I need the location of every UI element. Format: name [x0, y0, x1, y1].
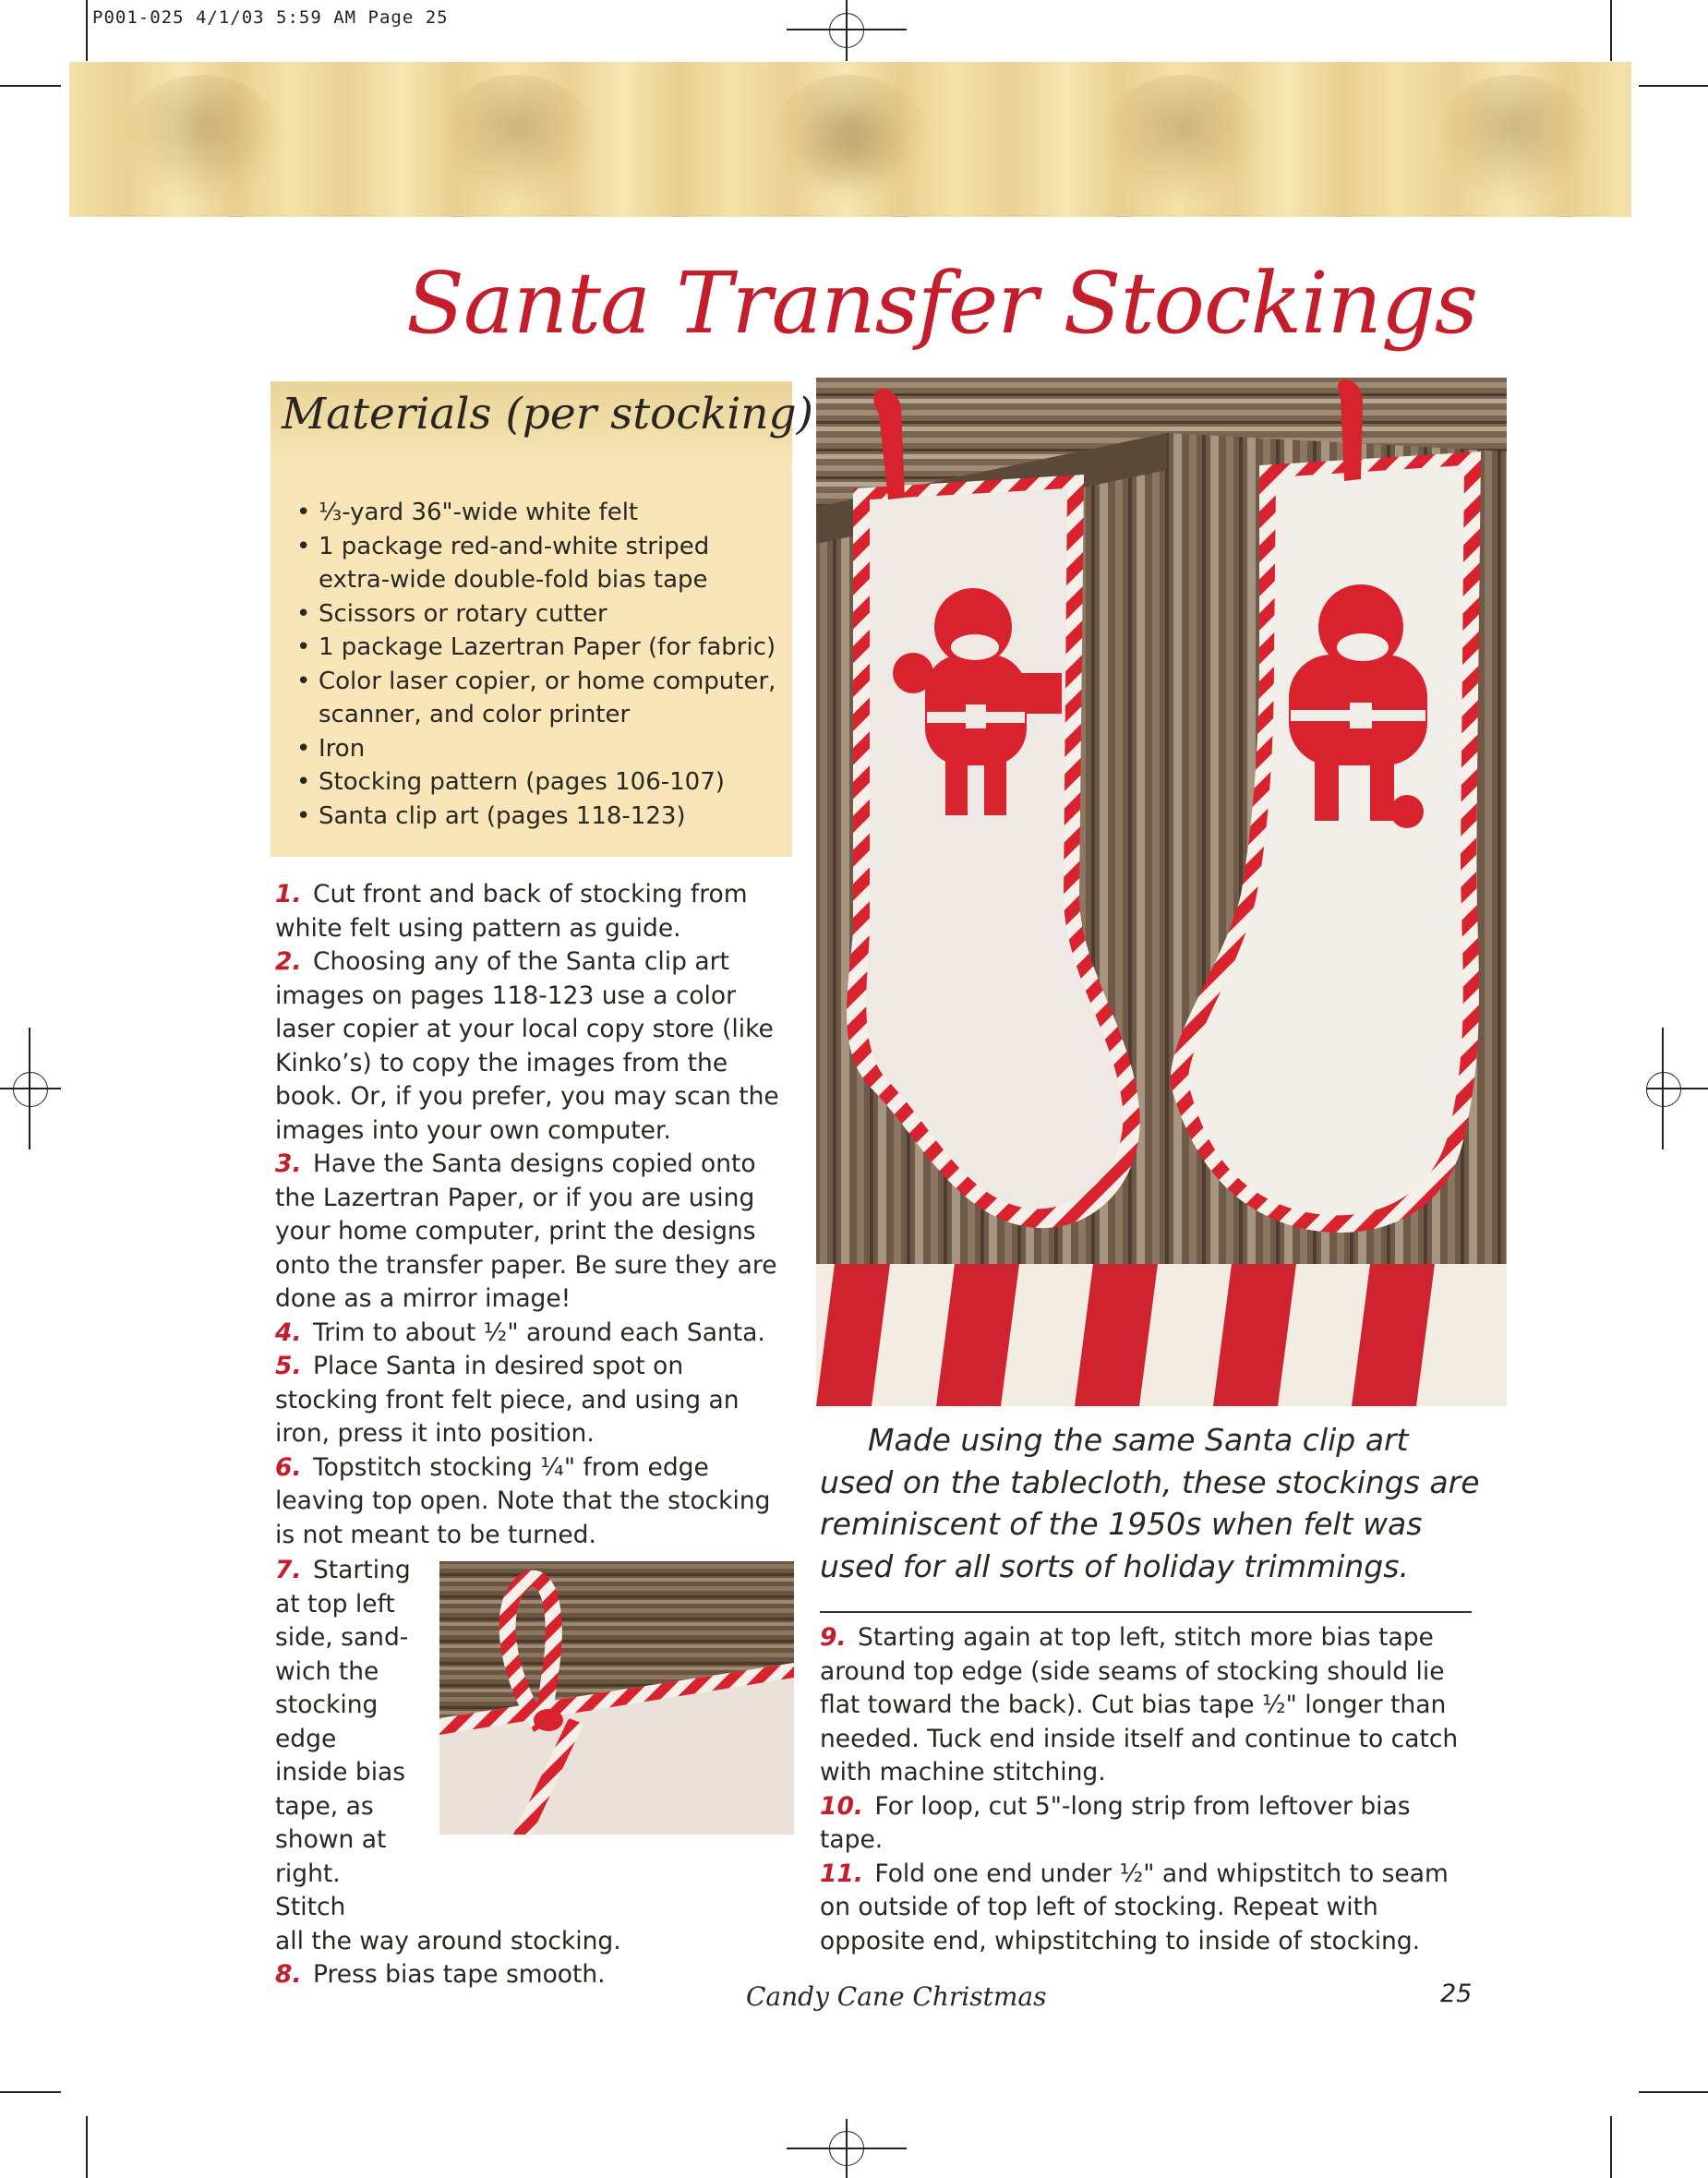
- materials-heading: Materials (per stocking): [282, 389, 813, 439]
- list-item: • 1 package red-and-white striped extra-wide double-fold bias tape: [296, 530, 776, 597]
- step-11: [820, 1858, 1475, 1959]
- instructions-right: [820, 1621, 1475, 1958]
- instructions-left: [275, 878, 792, 1552]
- step-number: 11.: [820, 1859, 863, 1888]
- step-text: Trim to about ½" around each Santa.: [312, 1318, 765, 1347]
- step-number: 2.: [275, 947, 302, 976]
- step-number: 9.: [820, 1623, 847, 1652]
- step-7: [275, 1554, 414, 1925]
- step-8: [275, 1958, 792, 1992]
- step-text: Cut front and back of stocking from white felt using pattern as guide.: [275, 880, 748, 943]
- step-text: Choosing any of the Santa clip art images on pages 118-123 use a color laser copier at your local copy store (like Kinko’s) to copy the images from the book. Or, if you prefer, you may scan the images into your own computer.: [275, 947, 779, 1145]
- step-2: [275, 945, 792, 1148]
- page-title: Santa Transfer Stockings: [405, 254, 1477, 353]
- step-text: Starting again at top left, stitch more bias tape around top edge (side seams of stocking should lie flat toward the back). Cut bias tape ½" longer than needed. Tuck end inside itself and continue to catch with machine stitching.: [820, 1623, 1459, 1787]
- step-text: Topstitch stocking ¼" from edge leaving top open. Note that the stocking is not meant to be turned.: [275, 1452, 771, 1549]
- step-text: Have the Santa designs copied onto the Lazertran Paper, or if you are using your home computer, print the designs onto the transfer paper. Be sure they are done as a mirror image!: [275, 1149, 777, 1313]
- stockings-photo: [816, 378, 1507, 1406]
- step-7-continued: all the way around stocking.: [275, 1926, 621, 1955]
- step-1: [275, 878, 792, 945]
- decorative-banner: [69, 62, 1631, 217]
- step-number: 1.: [275, 880, 302, 909]
- step-text: For loop, cut 5"-long strip from leftover bias tape.: [820, 1791, 1411, 1854]
- step-number: 10.: [820, 1791, 863, 1821]
- list-item: • Stocking pattern (pages 106-107): [296, 765, 776, 800]
- book-title: Candy Cane Christmas: [746, 1981, 1047, 2012]
- step-number: 7.: [275, 1556, 302, 1584]
- page-number: 25: [1440, 1979, 1473, 2008]
- list-item: • 1 package Lazertran Paper (for fabric): [296, 631, 776, 665]
- materials-header: [271, 381, 813, 470]
- step-6: [275, 1451, 792, 1553]
- step-number: 4.: [275, 1318, 302, 1347]
- step-number: 5.: [275, 1352, 302, 1380]
- step-9: [820, 1621, 1475, 1790]
- bias-tape-detail-photo: [439, 1561, 794, 1835]
- photo-caption: Made using the same Santa clip art used on the tablecloth, these stockings are reminiscent of the 1950s when felt was used for all sorts of holiday trimmings.: [820, 1422, 1480, 1584]
- step-10: [820, 1790, 1475, 1858]
- step-text: Starting at top left side, sand-wich the stocking edge inside bias tape, as shown at right. Stitch: [275, 1556, 411, 1921]
- materials-box: [271, 381, 813, 857]
- divider: [820, 1611, 1472, 1613]
- step-number: 3.: [275, 1149, 302, 1178]
- step-4: [275, 1317, 792, 1351]
- list-item: • Santa clip art (pages 118-123): [296, 800, 776, 834]
- print-slug: P001-025 4/1/03 5:59 AM Page 25: [92, 7, 449, 28]
- step-text: Place Santa in desired spot on stocking front felt piece, and using an iron, press it into position.: [275, 1352, 740, 1448]
- list-item: • Scissors or rotary cutter: [296, 597, 776, 632]
- step-5: [275, 1350, 792, 1451]
- step-number: 6.: [275, 1452, 302, 1482]
- list-item: • Color laser copier, or home computer, scanner, and color printer: [296, 665, 776, 732]
- list-item: • ⅓-yard 36"-wide white felt: [296, 496, 776, 530]
- step-text: Fold one end under ½" and whipstitch to seam on outside of top left of stocking. Repeat with opposite end, whipstitching to inside of stocking.: [820, 1859, 1449, 1955]
- list-item: • Iron: [296, 732, 776, 766]
- materials-list: [296, 496, 776, 833]
- step-text: Press bias tape smooth.: [312, 1960, 606, 1989]
- step-number: 8.: [275, 1960, 302, 1989]
- step-3: [275, 1148, 792, 1317]
